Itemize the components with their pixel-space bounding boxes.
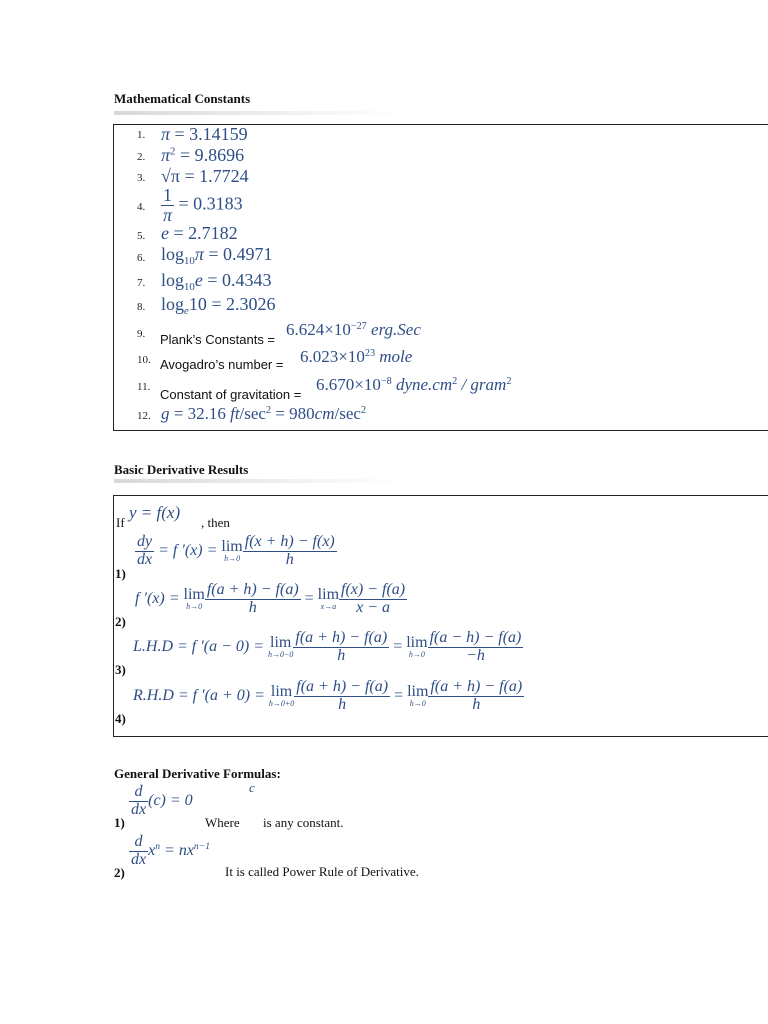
- planck-unit: erg.Sec: [366, 320, 421, 339]
- sqrt-pi-value: = 1.7724: [179, 166, 249, 186]
- item-number: 11.: [137, 381, 151, 393]
- planck-value: [286, 320, 421, 340]
- where-text: Where: [205, 815, 240, 830]
- derivative-results-box: [113, 495, 768, 737]
- fraction-denominator: −h: [466, 646, 485, 664]
- fraction-denominator: h: [472, 695, 481, 713]
- constant-pi: [161, 124, 248, 145]
- unit-exponent: 2: [265, 404, 272, 416]
- if-text: If: [116, 515, 125, 530]
- fraction-denominator: π: [163, 204, 173, 225]
- heading-underline: [114, 111, 404, 115]
- sqrt-pi-symbol: √π: [161, 166, 180, 186]
- log10-e-value: = 0.4343: [202, 270, 272, 290]
- unit-sec: /sec: [239, 404, 266, 423]
- limit-subscript: h→0: [409, 699, 426, 709]
- section-title-general-formulas: General Derivative Formulas:: [114, 766, 281, 781]
- log-base: 10: [184, 254, 195, 267]
- gravity-value-cm: = 980: [271, 404, 315, 423]
- if-expression: y = f(x): [129, 503, 181, 522]
- fraction-numerator: f(x) − f(a): [341, 581, 406, 598]
- limit-subscript: h→0−0: [268, 650, 294, 660]
- limit-operator: lim: [407, 683, 429, 701]
- item-number: 4.: [137, 201, 146, 213]
- gravitation-mantissa: 6.670×10: [316, 375, 381, 394]
- fraction-numerator: f(a + h) − f(a): [296, 678, 389, 695]
- derivative-definition: [135, 534, 337, 569]
- constant-log10-pi: [161, 244, 273, 267]
- constant-c-label: c: [249, 780, 255, 795]
- fraction-denominator: dx: [131, 850, 147, 868]
- limit-operator: lim: [221, 538, 243, 556]
- item-number: 8.: [137, 301, 146, 313]
- heading-underline: [114, 479, 404, 483]
- log10-pi-value: = 0.4971: [203, 244, 273, 264]
- constant-log10-e: [161, 270, 271, 293]
- limit-operator: lim: [317, 586, 340, 604]
- item-number: 9.: [137, 328, 146, 340]
- result-exponent: n−1: [193, 841, 210, 853]
- fraction-numerator: dy: [137, 533, 153, 550]
- fraction-numerator: 1: [161, 186, 174, 206]
- result-number: 2): [115, 614, 126, 629]
- constants-box: [113, 124, 768, 431]
- fraction-numerator: f(a + h) − f(a): [430, 678, 523, 695]
- limit-subscript: x→a: [320, 602, 337, 612]
- derivative-at-point: [135, 582, 407, 617]
- item-number: 10.: [137, 354, 151, 366]
- fraction-denominator: h: [337, 646, 346, 664]
- planck-exponent: −27: [350, 320, 367, 332]
- limit-operator: lim: [183, 586, 205, 604]
- equals-sign: =: [300, 589, 318, 607]
- constant-derivative-result: (c) = 0: [148, 791, 193, 809]
- fraction-numerator: f(a + h) − f(a): [295, 629, 388, 646]
- fraction-numerator: f(a + h) − f(a): [206, 581, 299, 598]
- pi-value: = 3.14159: [170, 124, 248, 144]
- item-number: 1.: [137, 129, 146, 141]
- pi-symbol: π: [161, 124, 171, 144]
- formula-number: 1): [114, 815, 125, 830]
- result-number: 3): [115, 662, 126, 677]
- log-function: log: [161, 270, 185, 290]
- item-number: 12.: [137, 410, 151, 422]
- log-argument: e: [194, 270, 203, 290]
- formula-number: 2): [114, 865, 125, 880]
- power-rule-result: = nx: [160, 841, 194, 859]
- gravity-acceleration: [161, 404, 366, 424]
- power-base: x: [148, 841, 156, 859]
- result-number: 1): [115, 566, 126, 581]
- g-symbol: g: [161, 404, 170, 423]
- fraction-denominator: h: [285, 550, 294, 568]
- one-over-pi-value: = 0.3183: [174, 193, 243, 214]
- item-number: 6.: [137, 252, 146, 264]
- planck-label: Plank’s Constants =: [160, 332, 276, 347]
- limit-operator: lim: [270, 634, 292, 652]
- fraction-denominator: dx: [137, 550, 153, 568]
- equals-sign: =: [389, 637, 407, 655]
- unit-ft: ft: [230, 404, 240, 423]
- limit-operator: lim: [270, 683, 293, 701]
- constant-sqrt-pi: [161, 166, 249, 187]
- constant-pi-squared: [161, 145, 244, 166]
- left-hand-derivative: [133, 630, 523, 665]
- planck-mantissa: 6.624×10: [286, 320, 351, 339]
- derivative-of-constant: [129, 784, 193, 819]
- derivative-notation: f ′(x) =: [135, 589, 184, 607]
- pi-symbol: π: [161, 145, 171, 165]
- constant-one-over-pi: [161, 186, 243, 225]
- rhd-notation: R.H.D = f ′(a + 0) =: [133, 686, 269, 704]
- limit-subscript: h→0: [186, 602, 203, 612]
- power-exponent: n: [155, 841, 161, 853]
- fraction-denominator: dx: [131, 800, 147, 818]
- section-title-derivatives: Basic Derivative Results: [114, 462, 249, 477]
- item-number: 2.: [137, 151, 146, 163]
- equals-sign: =: [390, 686, 408, 704]
- fraction-denominator: x − a: [356, 598, 391, 616]
- limit-subscript: h→0: [408, 650, 425, 660]
- log-function: log: [161, 294, 185, 314]
- result-number: 4): [115, 711, 126, 726]
- then-text: , then: [201, 515, 230, 530]
- pi-squared-value: = 9.8696: [175, 145, 245, 165]
- gravitation-unit-denominator: / gram: [457, 375, 507, 394]
- gravitation-unit: dyne.cm: [391, 375, 453, 394]
- fraction-numerator: d: [129, 784, 148, 802]
- unit-exponent: 2: [360, 404, 367, 416]
- item-number: 5.: [137, 230, 146, 242]
- log-base: e: [184, 304, 189, 317]
- exponent: 2: [170, 145, 176, 158]
- avogadro-value: [300, 347, 412, 367]
- e-symbol: e: [161, 223, 169, 243]
- unit-cm: cm: [314, 404, 335, 423]
- derivative-notation: = f ′(x) =: [154, 541, 222, 559]
- e-value: = 2.7182: [169, 223, 238, 243]
- avogadro-unit: mole: [375, 347, 413, 366]
- constant-description: is any constant.: [263, 815, 344, 830]
- fraction-denominator: h: [338, 695, 347, 713]
- constant-ln-10: [161, 294, 275, 317]
- gravitation-exponent: −8: [380, 375, 392, 387]
- unit-exponent: 2: [506, 375, 512, 387]
- limit-subscript: h→0+0: [268, 699, 295, 709]
- section-title-constants: Mathematical Constants: [114, 91, 251, 106]
- power-rule: [129, 834, 210, 869]
- limit-operator: lim: [406, 634, 428, 652]
- log-argument: π: [194, 244, 204, 264]
- unit-exponent: 2: [452, 375, 458, 387]
- avogadro-label: Avogadro’s number =: [160, 357, 284, 372]
- ln-10-value: = 2.3026: [206, 294, 276, 314]
- item-number: 3.: [137, 172, 146, 184]
- gravitation-value: [316, 375, 511, 395]
- fraction-numerator: f(x + h) − f(x): [244, 533, 335, 550]
- limit-subscript: h→0: [224, 554, 241, 564]
- fraction-numerator: f(a − h) − f(a): [429, 629, 522, 646]
- gravity-value-ft: = 32.16: [169, 404, 231, 423]
- fraction-numerator: d: [129, 834, 148, 852]
- log-function: log: [161, 244, 185, 264]
- constant-e: [161, 223, 238, 244]
- power-rule-note: It is called Power Rule of Derivative.: [225, 864, 419, 879]
- lhd-notation: L.H.D = f ′(a − 0) =: [133, 637, 268, 655]
- item-number: 7.: [137, 277, 146, 289]
- log-argument: 10: [188, 294, 207, 314]
- gravitation-label: Constant of gravitation =: [160, 387, 302, 402]
- fraction-denominator: h: [248, 598, 257, 616]
- unit-sec: /sec: [334, 404, 361, 423]
- avogadro-mantissa: 6.023×10: [300, 347, 365, 366]
- avogadro-exponent: 23: [364, 347, 376, 359]
- log-base: 10: [184, 280, 195, 293]
- right-hand-derivative: [133, 679, 524, 714]
